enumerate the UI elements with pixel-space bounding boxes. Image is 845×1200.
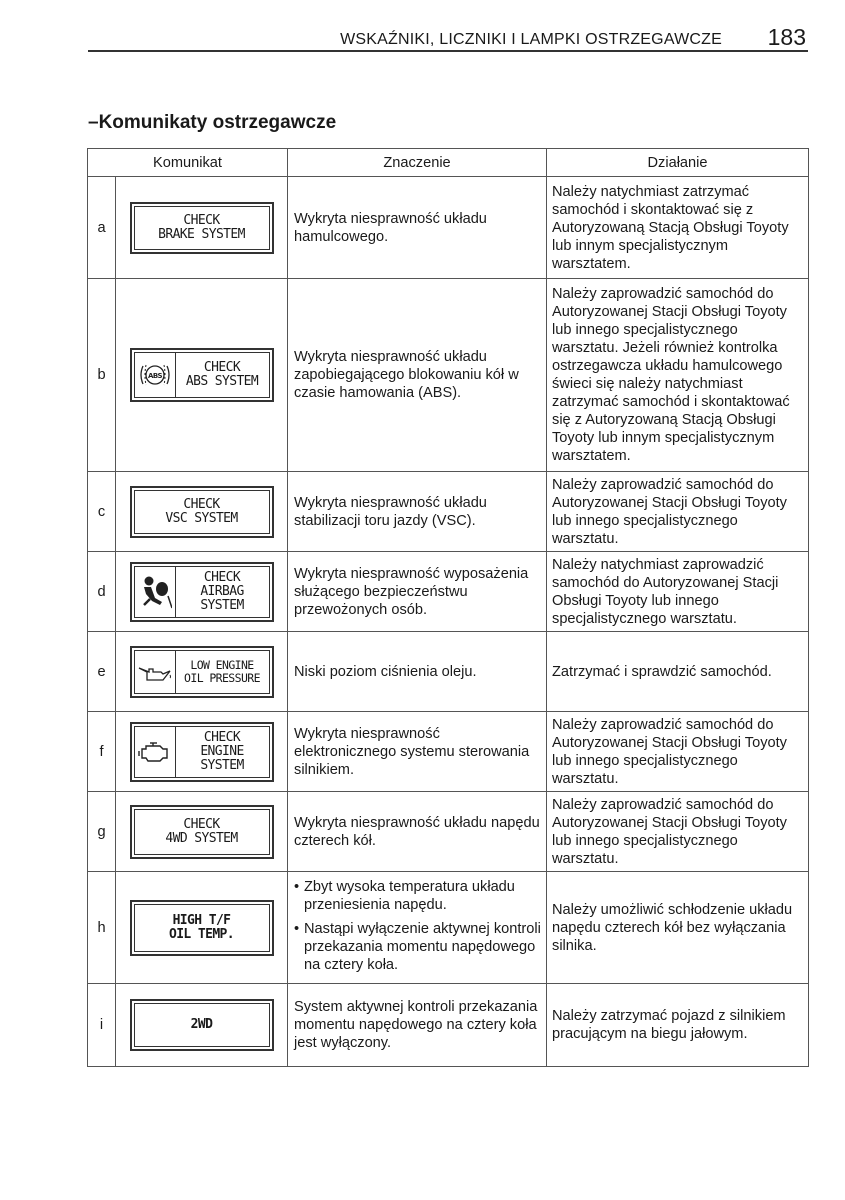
meaning-cell: System aktywnej kontroli przekazania momentu napędowego na cztery koła jest wyłączony. bbox=[288, 984, 547, 1067]
row-letter: h bbox=[88, 872, 116, 984]
table-row bbox=[88, 632, 809, 712]
lcd-display bbox=[130, 805, 274, 859]
display-line: OIL TEMP. bbox=[168, 926, 235, 942]
table-header-row bbox=[88, 149, 809, 177]
action-cell: Należy zaprowadzić samochód do Autoryzowanej Stacji Obsługi Toyoty lub innego specjalistycznego warsztatu. bbox=[547, 792, 809, 872]
table-row bbox=[88, 712, 809, 792]
display-line: SYSTEM bbox=[200, 597, 244, 613]
lcd-display bbox=[130, 562, 274, 622]
display-line: CHECK bbox=[183, 496, 220, 512]
display-line: ABS SYSTEM bbox=[185, 374, 259, 389]
section-title: –Komunikaty ostrzegawcze bbox=[88, 112, 337, 133]
display-cell bbox=[116, 792, 288, 872]
oil-can-icon bbox=[135, 651, 176, 693]
meaning-cell: Wykryta niesprawność wyposażenia służącego bezpieczeństwu przewożonych osób. bbox=[288, 552, 547, 632]
display-line: LOW ENGINE bbox=[190, 657, 254, 672]
airbag-icon bbox=[135, 567, 176, 617]
meaning-cell: Wykryta niesprawność układu napędu czterech kół. bbox=[288, 792, 547, 872]
display-cell bbox=[116, 984, 288, 1067]
engine-icon bbox=[135, 727, 176, 777]
warning-messages-table bbox=[87, 148, 809, 1067]
display-line: 2WD bbox=[190, 1017, 213, 1032]
list-item: • Nastąpi wyłączenie aktywnej kontroli przekazania momentu napędowego na cztery koła. bbox=[294, 920, 542, 974]
meaning-cell: Niski poziom ciśnienia oleju. bbox=[288, 632, 547, 712]
meaning-cell: Wykryta niesprawność układu zapobiegającego blokowaniu kół w czasie hamowania (ABS). bbox=[288, 279, 547, 472]
meaning-cell: Wykryta niesprawność układu stabilizacji toru jazdy (VSC). bbox=[288, 472, 547, 552]
row-letter: e bbox=[88, 632, 116, 712]
action-cell: Należy natychmiast zatrzymać samochód i skontaktować się z Autoryzowaną Stacją Obsługi Toyoty lub innym specjalistycznym warsztatem. bbox=[547, 177, 809, 279]
lcd-display bbox=[130, 202, 274, 254]
column-header-message: Komunikat bbox=[88, 149, 288, 177]
display-line: CHECK bbox=[203, 569, 241, 585]
row-letter: d bbox=[88, 552, 116, 632]
display-line: ENGINE bbox=[200, 743, 244, 759]
lcd-display bbox=[130, 900, 274, 956]
row-letter: b bbox=[88, 279, 116, 472]
table-row bbox=[88, 792, 809, 872]
row-letter: c bbox=[88, 472, 116, 552]
row-letter: g bbox=[88, 792, 116, 872]
meaning-cell: Wykryta niesprawność układu hamulcowego. bbox=[288, 177, 547, 279]
meaning-bullet-list bbox=[294, 878, 542, 974]
display-line: VSC SYSTEM bbox=[165, 510, 238, 526]
abs-icon bbox=[135, 353, 176, 397]
action-cell: Należy natychmiast zaprowadzić samochód do Autoryzowanej Stacji Obsługi Toyoty lub innego specjalistycznego warsztatu. bbox=[547, 552, 809, 632]
display-line: CHECK bbox=[183, 816, 220, 832]
table-row bbox=[88, 872, 809, 984]
display-cell bbox=[116, 279, 288, 472]
display-line: OIL PRESSURE bbox=[184, 670, 260, 685]
lcd-display bbox=[130, 348, 274, 402]
table-row bbox=[88, 472, 809, 552]
row-letter: i bbox=[88, 984, 116, 1067]
display-line: BRAKE SYSTEM bbox=[158, 226, 245, 242]
action-cell: Należy zatrzymać pojazd z silnikiem pracującym na biegu jałowym. bbox=[547, 984, 809, 1067]
display-line: CHECK bbox=[203, 729, 241, 745]
display-cell bbox=[116, 177, 288, 279]
meaning-cell bbox=[288, 872, 547, 984]
column-header-action: Działanie bbox=[547, 149, 809, 177]
table-row bbox=[88, 984, 809, 1067]
row-letter: f bbox=[88, 712, 116, 792]
display-cell bbox=[116, 552, 288, 632]
display-line: AIRBAG bbox=[200, 583, 244, 599]
display-line: CHECK bbox=[203, 360, 241, 375]
display-cell bbox=[116, 712, 288, 792]
action-cell: Zatrzymać i sprawdzić samochód. bbox=[547, 632, 809, 712]
header-title: WSKAŹNIKI, LICZNIKI I LAMPKI OSTRZEGAWCZE bbox=[340, 31, 722, 48]
table-row bbox=[88, 177, 809, 279]
page-number: 183 bbox=[767, 24, 806, 50]
lcd-display bbox=[130, 646, 274, 698]
abs-icon-label: ABS bbox=[147, 372, 162, 380]
row-letter: a bbox=[88, 177, 116, 279]
table-row bbox=[88, 552, 809, 632]
display-line: SYSTEM bbox=[200, 757, 244, 773]
list-item: • Zbyt wysoka temperatura układu przeniesienia napędu. bbox=[294, 878, 542, 914]
display-line: 4WD SYSTEM bbox=[165, 830, 238, 846]
action-cell: Należy zaprowadzić samochód do Autoryzowanej Stacji Obsługi Toyoty lub innego specjalistycznego warsztatu. bbox=[547, 712, 809, 792]
display-line: HIGH T/F bbox=[172, 912, 231, 928]
column-header-meaning: Znaczenie bbox=[288, 149, 547, 177]
lcd-display bbox=[130, 486, 274, 538]
lcd-display bbox=[130, 722, 274, 782]
action-cell: Należy umożliwić schłodzenie układu napędu czterech kół bez wyłączania silnika. bbox=[547, 872, 809, 984]
lcd-display bbox=[130, 999, 274, 1051]
table-row bbox=[88, 279, 809, 472]
display-cell bbox=[116, 872, 288, 984]
page-header bbox=[88, 26, 808, 52]
action-cell: Należy zaprowadzić samochód do Autoryzowanej Stacji Obsługi Toyoty lub innego specjalistycznego warsztatu. Jeżeli również kontrolka ostrzegawcza układu hamulcowego świeci się należy natychmiast zatrzymać samochód i skontaktować się z Autoryzowaną Stacją Obsługi Toyoty lub innym specjalistycznym warsztatem. bbox=[547, 279, 809, 472]
display-line: CHECK bbox=[183, 212, 220, 228]
display-cell bbox=[116, 472, 288, 552]
display-cell bbox=[116, 632, 288, 712]
meaning-cell: Wykryta niesprawność elektronicznego systemu sterowania silnikiem. bbox=[288, 712, 547, 792]
action-cell: Należy zaprowadzić samochód do Autoryzowanej Stacji Obsługi Toyoty lub innego specjalistycznego warsztatu. bbox=[547, 472, 809, 552]
